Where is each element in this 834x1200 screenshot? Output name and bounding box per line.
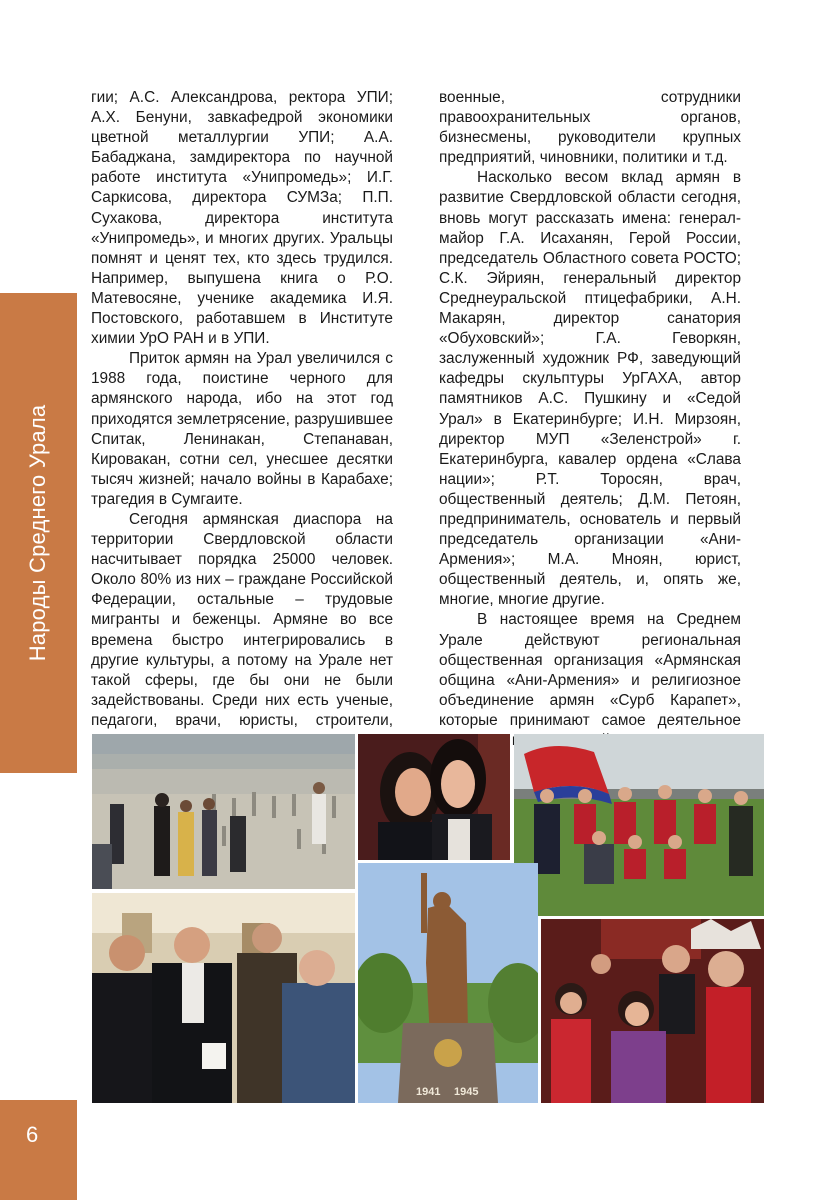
text-column-left — [91, 88, 393, 751]
paragraph: Насколько весом вклад армян в развитие Свердловской области сегодня, вновь могут рассказать имена: генерал-майор Г.А. Исаханян, Герой России, председатель Областного совета РОСТО; С.К. Эйриян, генеральный директор Среднеуральской птицефабрики, А.Н. Макарян, директор санатория «Обуховский»; Г.А. Геворкян, заслуженный художник РФ, заведующий кафедры скульптуры УрГАХА, автор памятников А.С. Пушкину и «Седой Урал» в Екатеринбурге; И.Н. Мирзоян, директор МУП «Зеленстрой» г. Екатеринбурга, кавалер ордена «Слава нации»; Р.Т. Торосян, врач, общественный деятель; Д.М. Петоян, предприниматель, основатель и первый председатель организации «Ани-Армения»; М.А. Мноян, юрист, общественный деятель, и, опять же, многие, многие другие. — [439, 169, 741, 609]
paragraph: Приток армян на Урал увеличился с 1988 года, поистине черного для армянского народа, ибо на этот год приходятся землетрясение, разрушившее Спитак, Ленинакан, Степанаван, Кировакан, сотни сел, унесшее десятки тысяч жизней; начало войны в Карабахе; трагедия в Сумгаите. — [91, 350, 393, 508]
photo-two-girls — [358, 734, 510, 860]
paragraph: военные, сотрудники правоохранительных органов, бизнесмены, руководители крупных предприятий, чиновники, политики и т.д. — [439, 89, 741, 167]
paragraph: гии; А.С. Александрова, ректора УПИ; А.Х. Бенуни, завкафедрой экономики цветной металлургии УПИ; А.А. Бабаджана, замдиректора по научной работе института «Унипромедь»; И.Г. Саркисова, директора СУМЗа; П.П. Сухакова, директора института «Унипромедь», и многих других. Уральцы помнят и ценят тех, кто здесь трудился. Например, выпушена книга о Р.О. Матевосяне, ученике академика И.Я. Постовского, работавшем в Институте химии УрО РАН и в УПИ. — [91, 89, 393, 348]
photo-football-team — [514, 734, 764, 916]
memorial-year-1945: 1945 — [454, 1086, 479, 1098]
section-side-tab — [0, 293, 77, 773]
page-number-tab — [0, 1100, 77, 1200]
paragraph: В настоящее время на Среднем Урале действуют региональная общественная организация «Армянская община «Ани-Армения» и религиозное объединение армян «Сурб Карапет», которые принимают самое деятельное — [439, 611, 741, 729]
page-number: 6 — [26, 1122, 39, 1147]
paragraph: Сегодня армянская диаспора на территории Свердловской области насчитывает порядка 25000 человек. Около 80% из них – граждане Российской Федерации, остальные – трудовые мигранты и беженцы. Армяне во все времена быстро интегрировались в другие культуры, а потому на Урале нет такой сферы, где бы они не были задействованы. Среди них есть ученые, педагоги, врачи, юристы, строители, — [91, 510, 393, 729]
photo-monument — [358, 863, 538, 1103]
memorial-year-1941: 1941 — [416, 1086, 441, 1098]
photo-ceremony — [92, 734, 355, 889]
text-column-right — [439, 88, 741, 751]
photo-youth-celebration — [541, 919, 764, 1103]
section-title: Народы Среднего Урала — [25, 404, 50, 662]
photo-gallery-men — [92, 893, 355, 1103]
